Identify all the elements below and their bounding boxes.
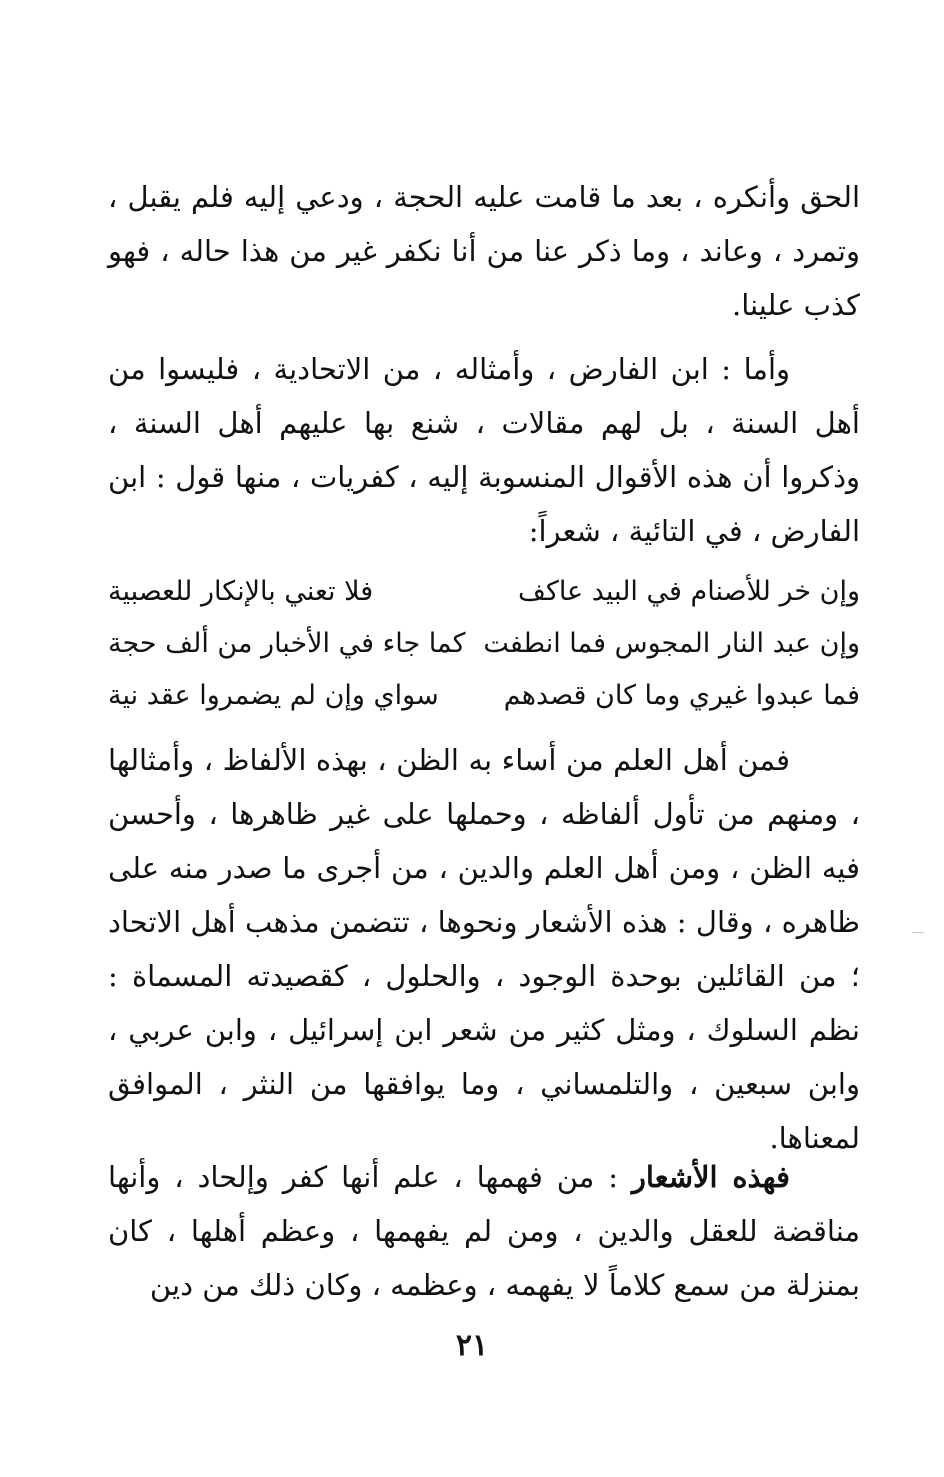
paragraph-1-text: الحق وأنكره ، بعد ما قامت عليه الحجة ، ودعي إليه فلم يقبل ، وتمرد ، وعاند ، وما ذكر عنا من أنا نكفر غير من هذا حاله ، فهو كذب علينا. <box>108 180 860 322</box>
verse-line <box>108 566 860 618</box>
paragraph-2 <box>108 342 860 558</box>
verse-first-hemistich: فما عبدوا غيري وما كان قصدهم <box>503 680 860 711</box>
poem-verses <box>108 566 860 722</box>
paragraph-2-text: وأما : ابن الفارض ، وأمثاله ، من الاتحادية ، فليسوا من أهل السنة ، بل لهم مقالات ، شنع بها عليهم أهل السنة ، وذكروا أن هذه الأقوال المنسوبة إليه ، كفريات ، منها قول : ابن الفارض ، في التائية ، شعراً: <box>108 352 860 548</box>
verse-second-hemistich: كما جاء في الأخبار من ألف حجة <box>108 628 466 659</box>
verse-second-hemistich: فلا تعني بالإنكار للعصبية <box>108 576 374 607</box>
verse-line <box>108 670 860 722</box>
verse-line <box>108 618 860 670</box>
scan-edge-mark <box>912 932 924 933</box>
verse-second-hemistich: سواي وإن لم يضمروا عقد نية <box>108 680 439 711</box>
paragraph-4-lead: فهذه الأشعار <box>631 1160 790 1194</box>
paragraph-3 <box>108 733 860 1165</box>
page-number: ٢١ <box>455 1328 489 1363</box>
verse-first-hemistich: وإن عبد النار المجوس فما انطفت <box>483 628 860 659</box>
paragraph-1 <box>108 170 860 332</box>
paragraph-3-text: فمن أهل العلم من أساء به الظن ، بهذه الألفاظ ، وأمثالها ، ومنهم من تأول ألفاظه ، وحملها على غير ظاهرها ، وأحسن فيه الظن ، ومن أهل العلم والدين ، من أجرى ما صدر منه على ظاهره ، وقال : هذه الأشعار ونحوها ، تتضمن مذهب أهل الاتحاد ؛ من القائلين بوحدة الوجود ، والحلول ، كقصيدته المسماة : نظم السلوك ، ومثل كثير من شعر ابن إسرائيل ، وابن عربي ، وابن سبعين ، والتلمساني ، وما يوافقها من النثر ، الموافق لمعناها. <box>108 743 860 1155</box>
verse-first-hemistich: وإن خر للأصنام في البيد عاكف <box>518 576 860 607</box>
paragraph-4 <box>108 1150 860 1312</box>
paragraph-4-text: : من فهمها ، علم أنها كفر وإلحاد ، وأنها مناقضة للعقل والدين ، ومن لم يفهمها ، وعظم أهلها ، كان بمنزلة من سمع كلاماً لا يفهمه ، وعظمه ، وكان ذلك من دين <box>108 1160 860 1302</box>
